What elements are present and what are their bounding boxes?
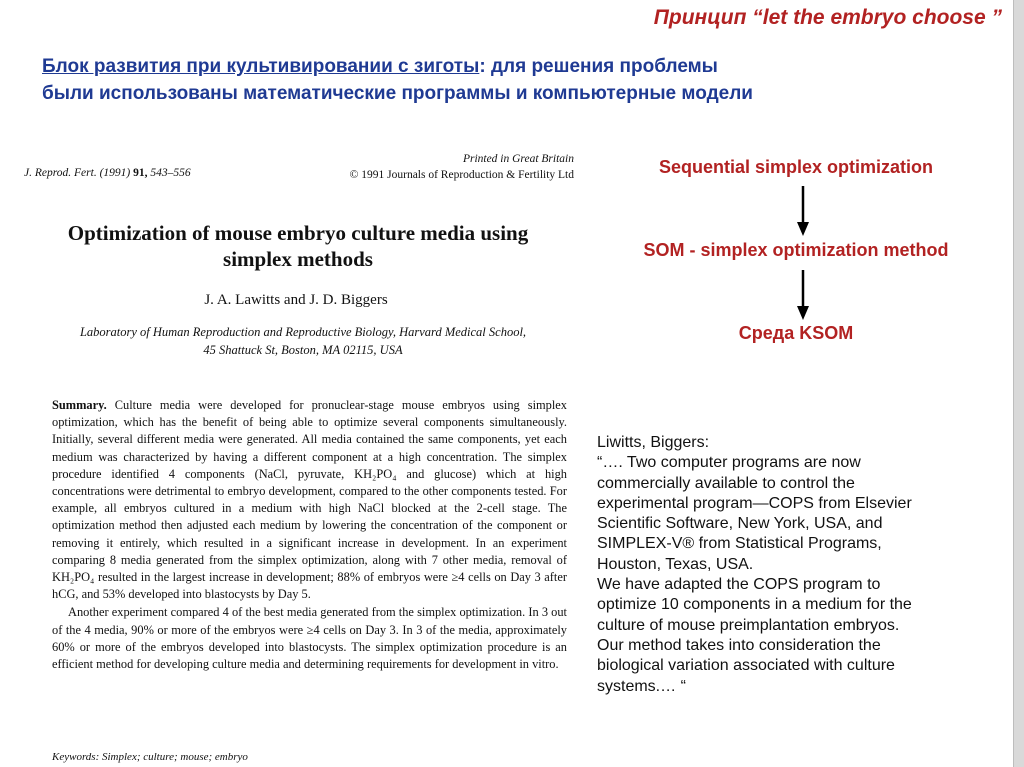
quote-block <box>597 433 1002 697</box>
flow-step-3: Среда KSOM <box>738 323 854 343</box>
affiliation-line-2: 45 Shattuck St, Boston, MA 02115, USA <box>203 343 403 357</box>
quote-line: commercially available to control the <box>597 474 855 492</box>
heading-line-1 <box>42 53 1002 80</box>
print-info <box>350 151 574 183</box>
quote-line: Liwitts, Biggers: <box>597 434 710 451</box>
flow-step-1: Sequential simplex optimization <box>658 157 934 177</box>
quote-line: experimental program—COPS from Elsevier <box>597 494 912 512</box>
heading-underlined: Блок развития при культивировании с зиготы <box>42 56 480 77</box>
slide-heading <box>42 53 1002 107</box>
affiliation-line-1: Laboratory of Human Reproduction and Reproductive Biology, Harvard Medical School, <box>79 325 527 339</box>
quote-line: culture of mouse preimplantation embryos. <box>597 616 900 634</box>
flow-step-2: SOM - simplex optimization method <box>643 240 949 260</box>
paper-summary <box>52 397 567 673</box>
right-edge-bar <box>1013 0 1024 767</box>
summary-paragraph-1 <box>52 397 567 603</box>
quote-line: biological variation associated with culture <box>597 657 895 675</box>
quote-line: Houston, Texas, USA. <box>597 555 754 573</box>
scanned-paper <box>18 145 574 767</box>
printed-in: Printed in Great Britain <box>462 153 574 165</box>
journal-pages: 543–556 <box>150 167 191 179</box>
paper-title <box>48 220 548 272</box>
paper-keywords: Keywords: Simplex; culture; mouse; embryo <box>52 751 248 763</box>
quote-line: Scientific Software, New York, USA, and <box>597 515 883 533</box>
heading-rest: : для решения проблемы <box>479 56 718 77</box>
down-arrow-icon <box>797 186 809 236</box>
down-arrow-icon <box>797 270 809 320</box>
quote-line: We have adapted the COPS program to <box>597 576 881 594</box>
summary-text-1: Culture media were developed for pronuclear-stage mouse embryos using simplex optimization, which has the benefit of being able to optimize several components simultaneously. Initially, several different media were generated. All media contained the same components, yet each medium was characterized by having a different component at a high concentration. The simplex procedure identified 4 components (NaCl, pyruvate, KH₂PO₄ and glucose) which at high concentrations were detrimental to embryo development, compared to the other components tested. For example, all embryos cultured in a medium with high NaCl blocked at the 2-cell stage. The optimization method then adjusted each medium by lowering the concentration of the component or removing it entirely, which resulted in a significant increase in development. In an experiment comparing 8 media generated from the simplex optimization, along with 7 other media, removal of KH₂PO₄ resulted in the largest increase in development; 88% of embryos were ≥4 cells on Day 3 after hCG, and 53% developed into blastocysts by Day 5. <box>52 398 567 602</box>
paper-title-line-1: Optimization of mouse embryo culture media using <box>67 221 529 245</box>
principle-title: Принцип “let the embryo choose ” <box>653 6 1002 29</box>
journal-reference <box>24 167 191 179</box>
quote-line: “…. Two computer programs are now <box>597 454 861 472</box>
journal-volume: 91, <box>133 167 148 179</box>
quote-line: optimize 10 components in a medium for the <box>597 596 912 614</box>
right-edge-line <box>1013 0 1014 767</box>
journal-name: J. Reprod. Fert. (1991) <box>24 167 131 179</box>
paper-authors: J. A. Lawitts and J. D. Biggers <box>204 292 388 308</box>
copyright: © 1991 Journals of Reproduction & Fertility Ltd <box>349 169 574 181</box>
summary-paragraph-2: Another experiment compared 4 of the best media generated from the simplex optimization. In 3 out of the 4 media, 90% or more of the embryos were ≥4 cells on Day 3. In 3 of the media, approximately 60% or more of the embryos developed into blastocysts. The simplex optimization procedure is an efficient method for developing culture media and determining requirements for development in vitro. <box>52 605 567 672</box>
quote-line: systems.… “ <box>597 677 686 695</box>
summary-label: Summary. <box>52 398 107 412</box>
quote-line: SIMPLEX-V® from Statistical Programs, <box>597 535 882 553</box>
heading-line-2: были использованы математические программы и компьютерные модели <box>42 83 753 104</box>
quote-line: Our method takes into consideration the <box>597 636 881 654</box>
paper-affiliation <box>48 323 558 359</box>
paper-title-line-2: simplex methods <box>223 247 373 271</box>
